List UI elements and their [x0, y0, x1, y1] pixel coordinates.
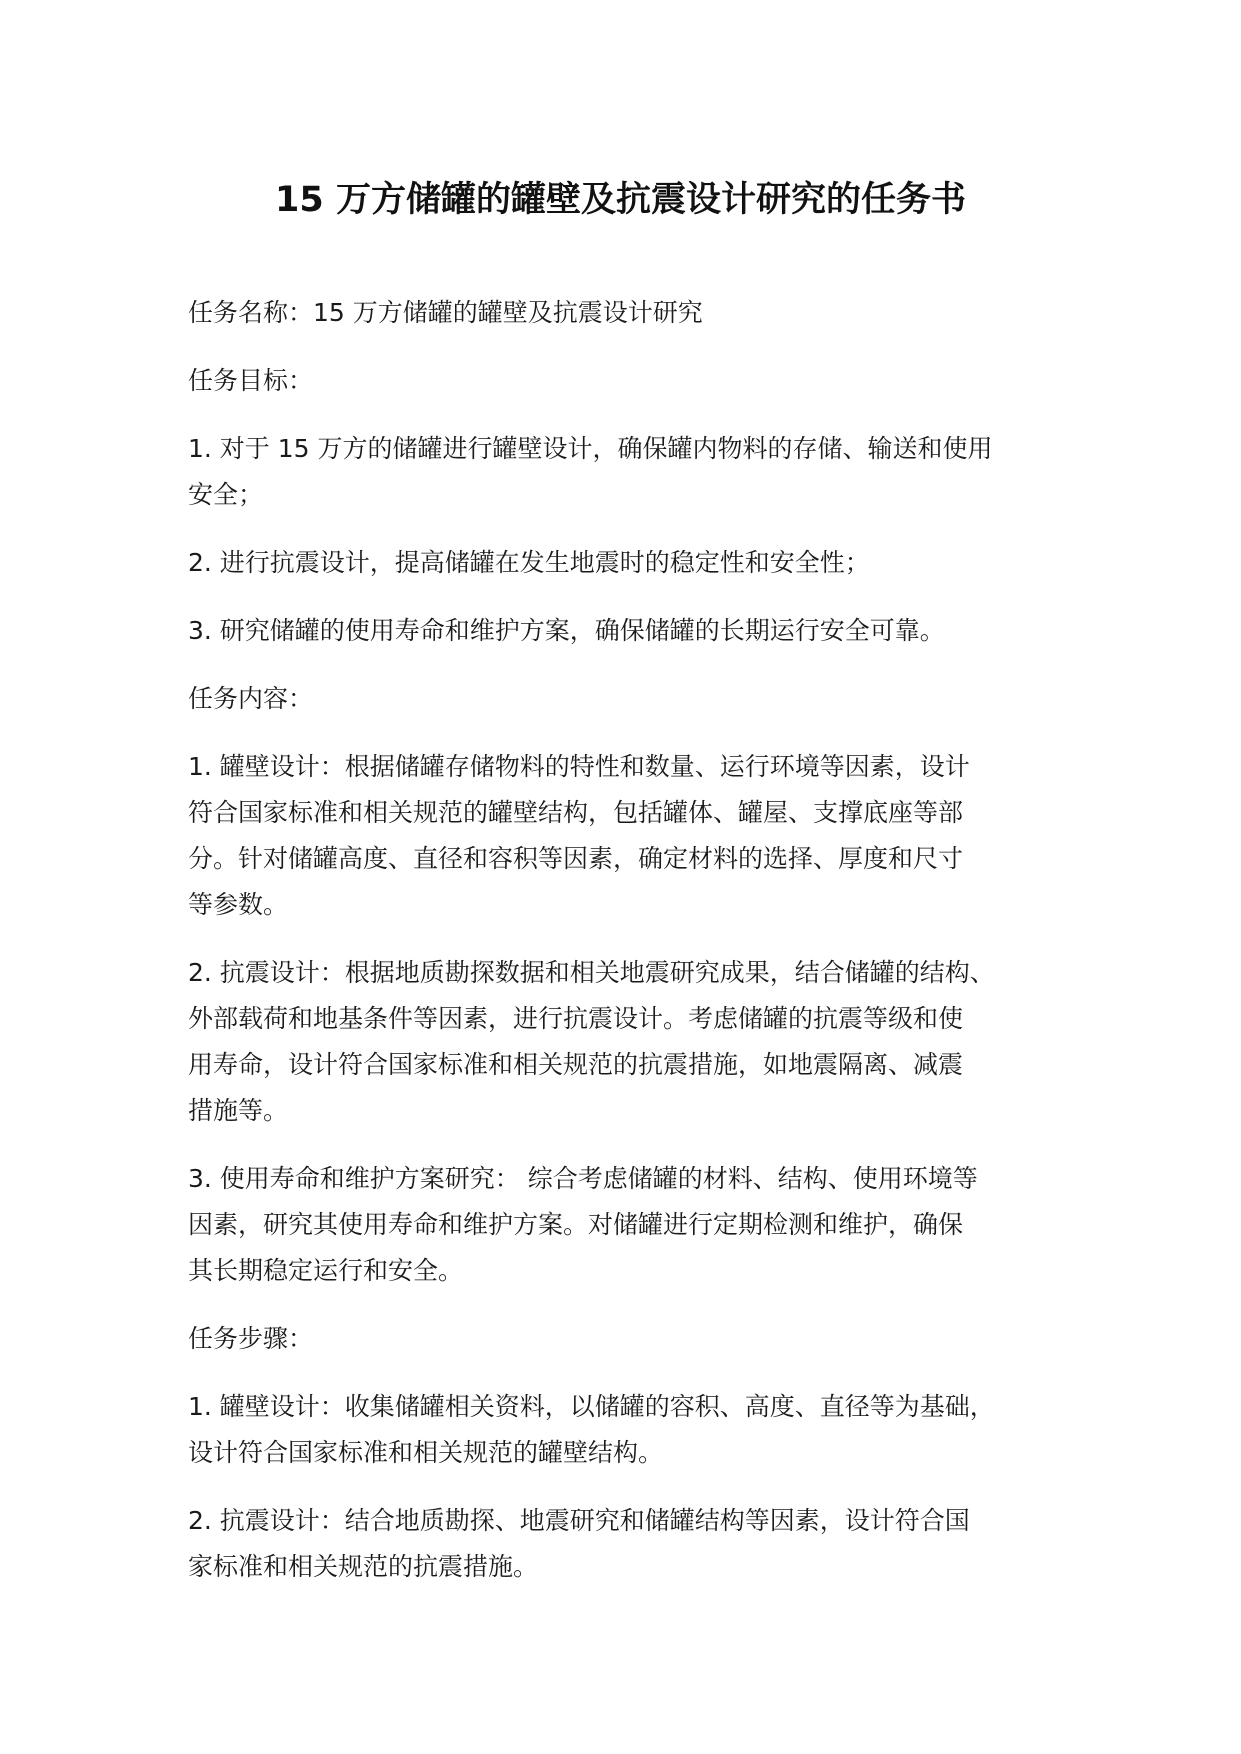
heading-task-goals: [188, 358, 1088, 404]
text-line: 2. 进行抗震设计，提高储罐在发生地震时的稳定性和安全性；: [188, 548, 870, 577]
document-title: 15 万方储罐的罐壁及抗震设计研究的任务书: [275, 180, 966, 220]
paragraph-task-name: [188, 290, 1088, 336]
text-line: 家标准和相关规范的抗震措施。: [188, 1552, 539, 1581]
text-line: 2. 抗震设计：结合地质勘探、地震研究和储罐结构等因素，设计符合国: [188, 1506, 970, 1535]
heading-task-steps: [188, 1316, 1088, 1362]
text-line: 外部载荷和地基条件等因素，进行抗震设计。考虑储罐的抗震等级和使: [188, 1004, 964, 1033]
text-line: 3. 研究储罐的使用寿命和维护方案，确保储罐的长期运行安全可靠。: [188, 616, 945, 645]
text-line: 1. 对于 15 万方的储罐进行罐壁设计，确保罐内物料的存储、输送和使用: [188, 434, 993, 463]
text-line: 措施等。: [188, 1096, 289, 1125]
text-line: 设计符合国家标准和相关规范的罐壁结构。: [188, 1438, 664, 1467]
paragraph-goal-1: [188, 426, 1088, 518]
paragraph-goal-3: [188, 608, 1088, 654]
paragraph-step-2: [188, 1498, 1088, 1590]
text-line: 分。针对储罐高度、直径和容积等因素，确定材料的选择、厚度和尺寸: [188, 844, 964, 873]
text-line: 用寿命，设计符合国家标准和相关规范的抗震措施，如地震隔离、减震: [188, 1050, 964, 1079]
text-line: 3. 使用寿命和维护方案研究： 综合考虑储罐的材料、结构、使用环境等: [188, 1164, 978, 1193]
text-line: 任务名称：15 万方储罐的罐壁及抗震设计研究: [188, 298, 703, 327]
paragraph-content-1: [188, 744, 1088, 928]
text-line: 任务目标：: [188, 366, 314, 395]
paragraph-content-2: [188, 950, 1088, 1134]
text-line: 等参数。: [188, 890, 289, 919]
document-body: [188, 290, 1088, 1612]
text-line: 符合国家标准和相关规范的罐壁结构，包括罐体、罐屋、支撑底座等部: [188, 798, 964, 827]
text-line: 1. 罐壁设计：根据储罐存储物料的特性和数量、运行环境等因素，设计: [188, 752, 970, 781]
heading-task-content: [188, 676, 1088, 722]
text-line: 任务步骤：: [188, 1324, 314, 1353]
paragraph-step-1: [188, 1384, 1088, 1476]
paragraph-goal-2: [188, 540, 1088, 586]
text-line: 安全；: [188, 480, 264, 509]
text-line: 2. 抗震设计：根据地质勘探数据和相关地震研究成果，结合储罐的结构、: [188, 958, 995, 987]
paragraph-content-3: [188, 1156, 1088, 1294]
text-line: 任务内容：: [188, 684, 314, 713]
text-line: 1. 罐壁设计：收集储罐相关资料，以储罐的容积、高度、直径等为基础，: [188, 1392, 995, 1421]
text-line: 因素，研究其使用寿命和维护方案。对储罐进行定期检测和维护，确保: [188, 1210, 964, 1239]
text-line: 其长期稳定运行和安全。: [188, 1256, 464, 1285]
